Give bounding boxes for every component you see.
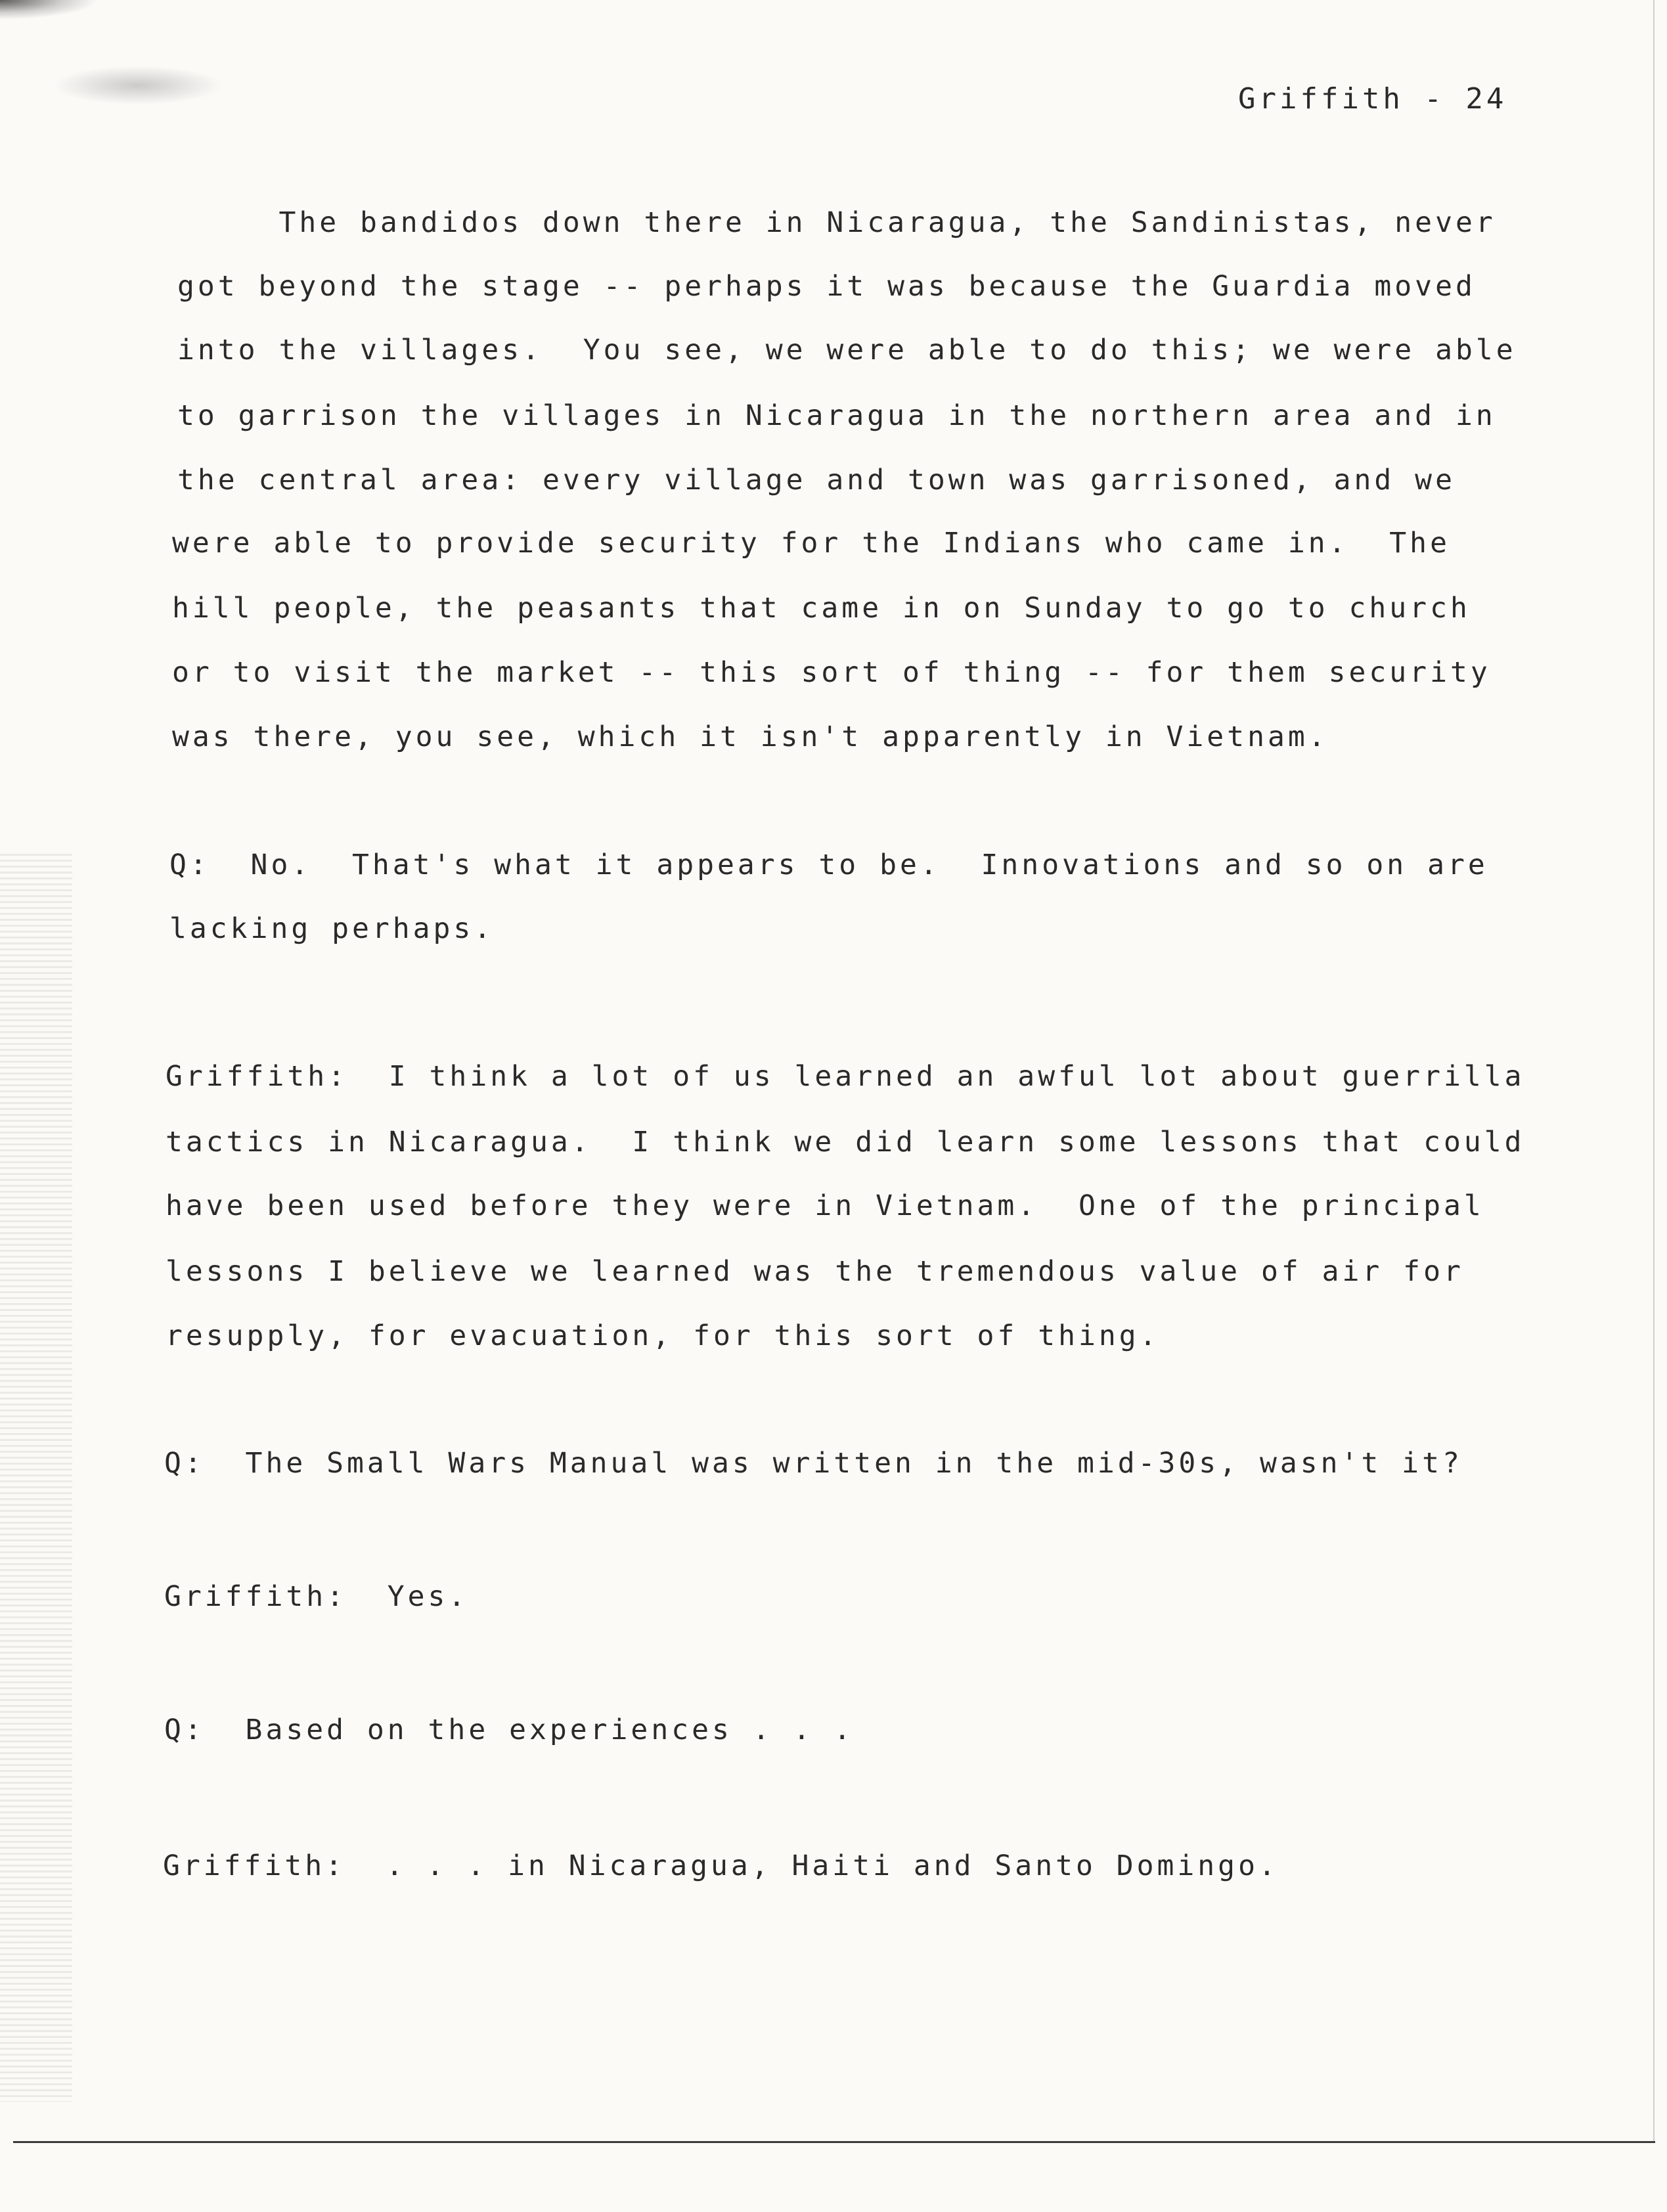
- text-line: to garrison the villages in Nicaragua in the northern area and in: [177, 399, 1496, 432]
- answer-line: Griffith: I think a lot of us learned an awful lot about guerrilla: [166, 1060, 1525, 1093]
- page-right-edge: [1653, 0, 1655, 2142]
- answer-line: tactics in Nicaragua. I think we did learn some lessons that could: [166, 1126, 1525, 1159]
- answer-line: Griffith: . . . in Nicaragua, Haiti and Santo Domingo.: [163, 1849, 1279, 1882]
- text-line: were able to provide security for the Indians who came in. The: [172, 527, 1450, 560]
- scan-corner-mark: [0, 0, 99, 20]
- question-line: Q: No. That's what it appears to be. Innovations and so on are: [169, 849, 1488, 881]
- question-line: lacking perhaps.: [169, 912, 495, 945]
- page-header: Griffith - 24: [1238, 82, 1507, 116]
- text-line: The bandidos down there in Nicaragua, the Sandinistas, never: [177, 206, 1496, 239]
- text-line: into the villages. You see, we were able to do this; we were able: [177, 334, 1517, 366]
- question-line: Q: The Small Wars Manual was written in the mid-30s, wasn't it?: [164, 1447, 1463, 1480]
- question-line: Q: Based on the experiences . . .: [164, 1714, 855, 1746]
- text-line: hill people, the peasants that came in on Sunday to go to church: [172, 592, 1471, 625]
- text-line: was there, you see, which it isn't apparently in Vietnam.: [172, 720, 1329, 753]
- scan-edge-bleed: [0, 854, 72, 2102]
- answer-line: Griffith: Yes.: [164, 1580, 469, 1613]
- text-line: or to visit the market -- this sort of thing -- for them security: [172, 656, 1491, 689]
- answer-line: lessons I believe we learned was the tremendous value of air for: [166, 1255, 1464, 1288]
- answer-line: resupply, for evacuation, for this sort of thing.: [166, 1319, 1160, 1352]
- page-bottom-edge: [13, 2141, 1655, 2143]
- text-line: the central area: every village and town was garrisoned, and we: [177, 464, 1456, 497]
- answer-line: have been used before they were in Vietnam. One of the principal: [166, 1189, 1484, 1222]
- scan-smudge: [53, 66, 223, 105]
- text-line: got beyond the stage -- perhaps it was because the Guardia moved: [177, 270, 1476, 303]
